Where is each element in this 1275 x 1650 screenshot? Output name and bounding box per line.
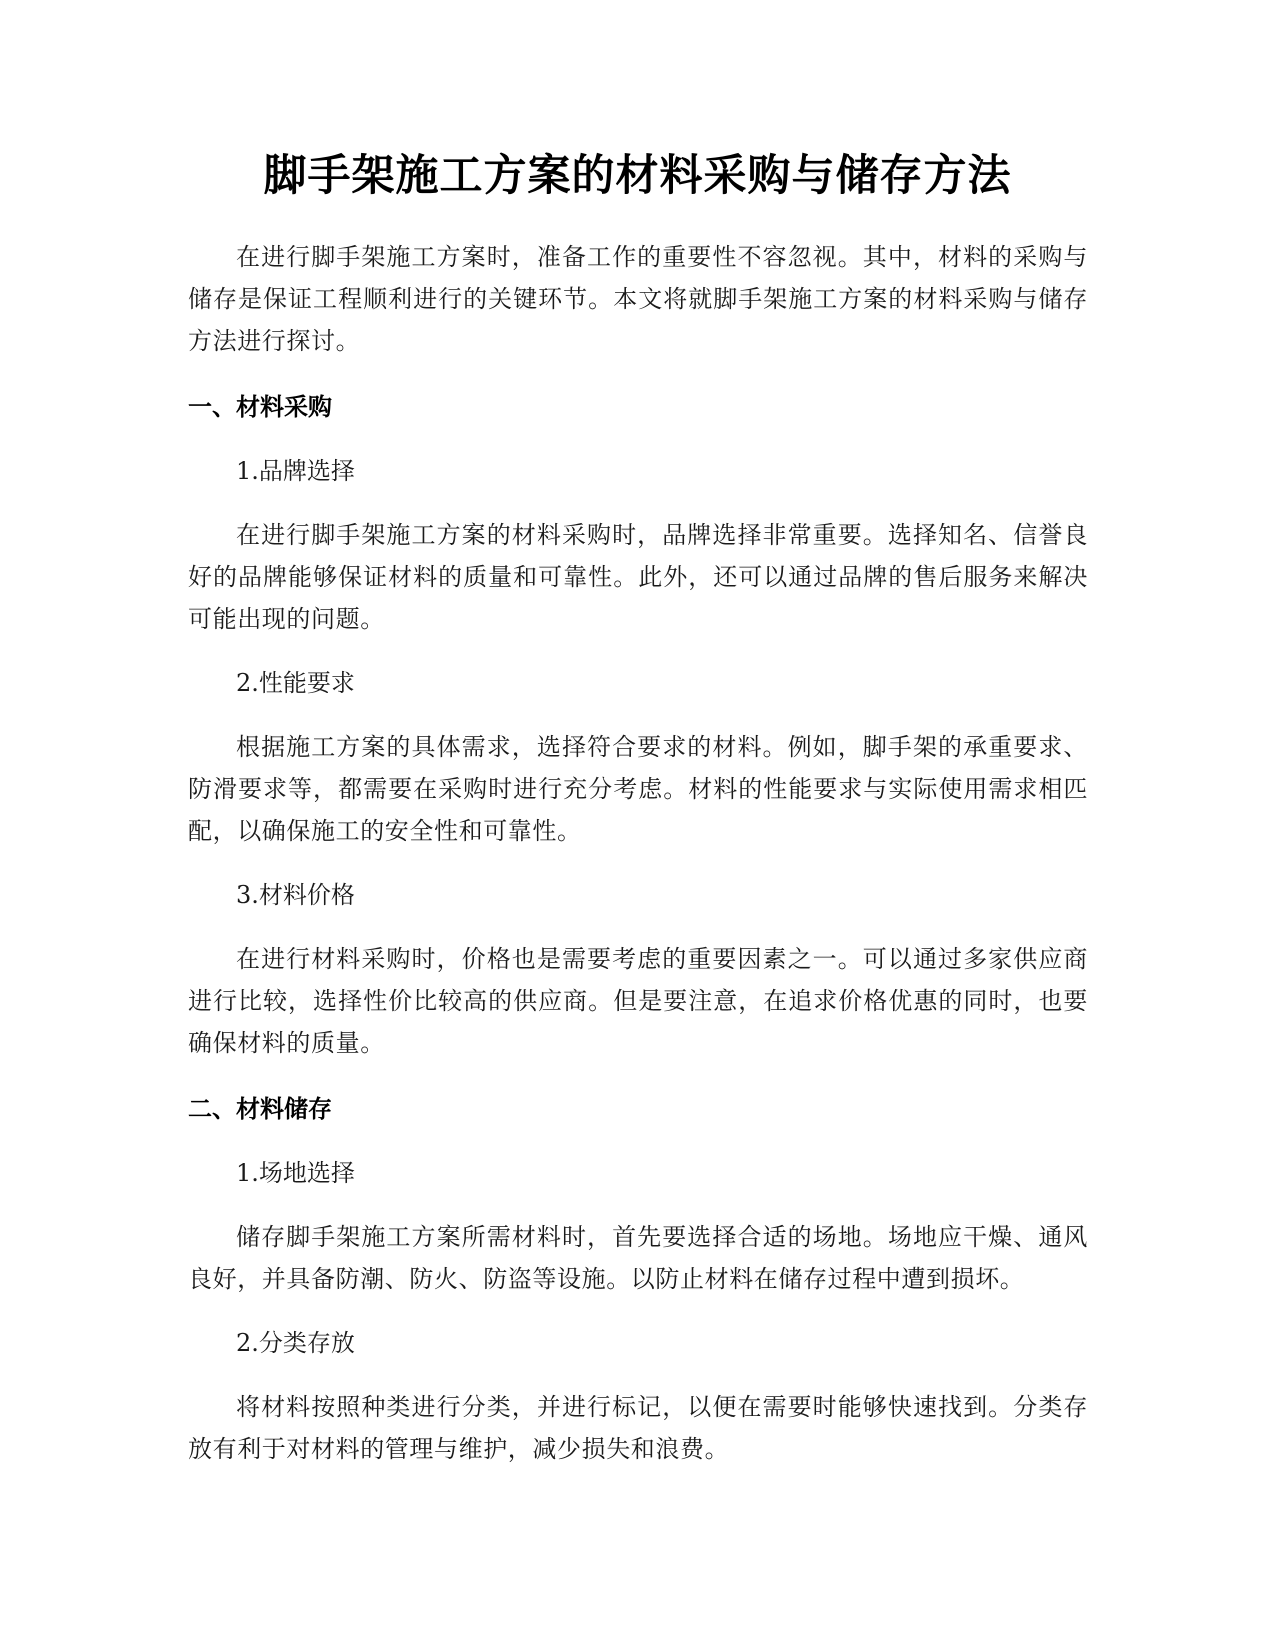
paragraph-site: 储存脚手架施工方案所需材料时，首先要选择合适的场地。场地应干燥、通风良好，并具备防潮、防火、防盗等设施。以防止材料在储存过程中遭到损坏。 [188, 1223, 1088, 1293]
paragraph-price: 在进行材料采购时，价格也是需要考虑的重要因素之一。可以通过多家供应商进行比较，选择性价比较高的供应商。但是要注意，在追求价格优惠的同时，也要确保材料的质量。 [188, 945, 1088, 1057]
subheading-brand: 1.品牌选择 [236, 457, 355, 485]
section-heading-purchase: 一、材料采购 [188, 393, 332, 421]
section-heading-storage: 二、材料储存 [188, 1095, 332, 1123]
paragraph-brand: 在进行脚手架施工方案的材料采购时，品牌选择非常重要。选择知名、信誉良好的品牌能够保证材料的质量和可靠性。此外，还可以通过品牌的售后服务来解决可能出现的问题。 [188, 521, 1088, 633]
subheading-site: 1.场地选择 [236, 1159, 355, 1187]
document-title: 脚手架施工方案的材料采购与储存方法 [263, 151, 1012, 201]
subheading-classify: 2.分类存放 [236, 1329, 355, 1357]
intro-paragraph: 在进行脚手架施工方案时，准备工作的重要性不容忽视。其中，材料的采购与储存是保证工程顺利进行的关键环节。本文将就脚手架施工方案的材料采购与储存方法进行探讨。 [188, 243, 1088, 355]
paragraph-classify: 将材料按照种类进行分类，并进行标记，以便在需要时能够快速找到。分类存放有利于对材料的管理与维护，减少损失和浪费。 [188, 1393, 1088, 1463]
subheading-price: 3.材料价格 [236, 881, 355, 909]
subheading-performance: 2.性能要求 [236, 669, 355, 697]
document-body [188, 236, 1088, 1470]
paragraph-performance: 根据施工方案的具体需求，选择符合要求的材料。例如，脚手架的承重要求、防滑要求等，都需要在采购时进行充分考虑。材料的性能要求与实际使用需求相匹配，以确保施工的安全性和可靠性。 [188, 733, 1088, 845]
